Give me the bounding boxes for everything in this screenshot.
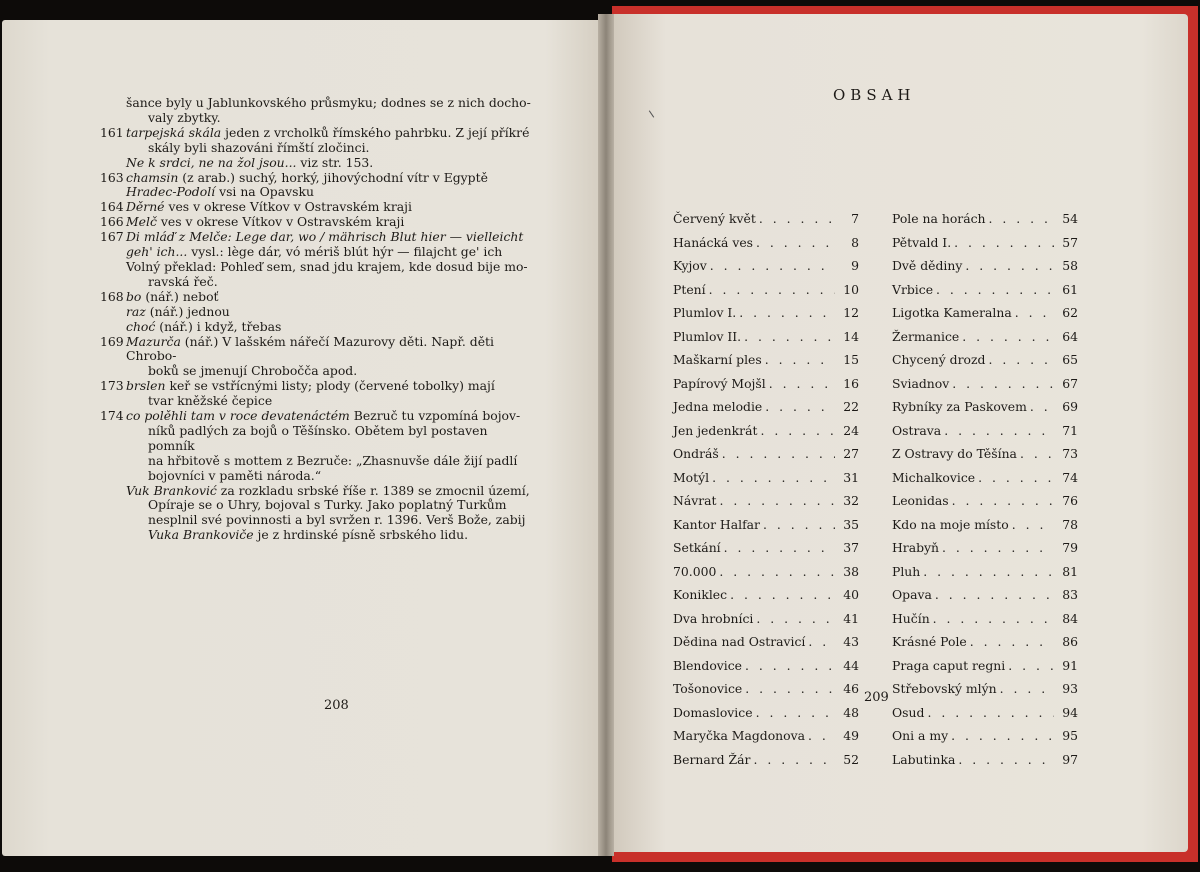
toc-entry-page: 61: [1062, 281, 1078, 297]
toc-entry[interactable]: [892, 231, 1078, 255]
note-line: [126, 498, 536, 513]
toc-leader-dots: [757, 419, 835, 443]
note-number: [100, 513, 126, 528]
toc-entry-page: 73: [1062, 446, 1078, 461]
note-text: (nář.) jednou: [145, 303, 230, 319]
toc-leader-dots: [753, 701, 835, 725]
note-term: geh' ich...: [126, 244, 188, 260]
toc-entry-page: 15: [843, 352, 859, 367]
note-text: (nář.) neboť: [141, 288, 219, 304]
note-line: [126, 260, 536, 275]
note-line: [100, 199, 536, 215]
toc-entry-title: Praga caput regni: [892, 657, 1006, 673]
toc-entry-title: Osud: [892, 704, 925, 720]
toc-entry-page: 22: [843, 399, 859, 414]
toc-entry-title: Pole na horách: [892, 211, 986, 226]
note-number: 174: [100, 408, 124, 424]
toc-entry-page: 79: [1062, 540, 1078, 555]
toc-leader-dots: [967, 630, 1054, 654]
toc-entry-page: 74: [1062, 469, 1078, 485]
note-term: co polěhli tam v roce devatenáctém: [126, 408, 350, 424]
toc-leader-dots: [716, 560, 835, 584]
note-text: nesplnil své povinnosti a byl svržen r. 1396. Verš Bože, zabij: [148, 512, 526, 528]
toc-entry[interactable]: [673, 466, 859, 490]
toc-leader-dots: [933, 278, 1054, 302]
note-number: 173: [100, 378, 124, 394]
toc-entry-title: Pětvald I.: [892, 234, 952, 250]
toc-entry-title: Sviadnov: [892, 375, 950, 391]
toc-entry-page: 64: [1062, 328, 1078, 344]
toc-entry[interactable]: [673, 207, 859, 231]
toc-entry-page: 27: [843, 446, 859, 461]
note-line: [100, 378, 536, 394]
note-text: viz str. 153.: [296, 154, 374, 170]
note-number: [100, 498, 126, 513]
toc-entry-page: 48: [843, 704, 859, 720]
toc-entry-title: Jedna melodie: [673, 399, 763, 414]
toc-leader-dots: [706, 278, 835, 302]
note-number: 166: [100, 214, 124, 230]
toc-leader-dots: [985, 348, 1054, 372]
toc-entry-page: 58: [1062, 258, 1078, 273]
toc-entry-title: Kdo na moje místo: [892, 516, 1009, 532]
toc-entry-page: 32: [843, 493, 859, 508]
note-number: 164: [100, 199, 124, 215]
note-term: Melč: [126, 214, 157, 230]
toc-leader-dots: [1005, 654, 1054, 678]
toc-leader-dots: [742, 677, 835, 701]
toc-entry-page: 69: [1062, 399, 1078, 414]
toc-entry-page: 37: [843, 540, 859, 555]
toc-entry[interactable]: [673, 536, 859, 560]
note-number: [100, 141, 126, 156]
toc-entry-page: 62: [1062, 305, 1078, 320]
note-number: [100, 185, 126, 200]
toc-entry-title: Červený květ: [673, 211, 756, 226]
toc-entry-title: Dědina nad Ostravicí: [673, 634, 806, 649]
toc-entry-page: 76: [1062, 493, 1078, 508]
toc-entry[interactable]: [673, 301, 859, 325]
toc-leader-dots: [932, 583, 1054, 607]
note-term: choć: [126, 318, 156, 334]
note-number: [100, 484, 126, 499]
note-text: (nář.) V lašském nářečí Mazurovy děti. Např. děti Chrobo-: [126, 333, 494, 364]
toc-entry-title: Bernard Žár: [673, 751, 751, 767]
toc-leader-dots: [948, 724, 1054, 748]
note-text: je z hrdinské písně srbského lidu.: [253, 527, 469, 543]
toc-leader-dots: [727, 583, 835, 607]
toc-entry-page: 46: [843, 681, 859, 696]
toc-leader-dots: [1009, 513, 1054, 537]
toc-entry[interactable]: [892, 513, 1078, 537]
toc-entry-title: Ostrava: [892, 422, 942, 438]
note-number: [100, 245, 126, 260]
toc-entry[interactable]: [892, 748, 1078, 772]
toc-leader-dots: [760, 513, 835, 537]
note-number: 163: [100, 169, 124, 185]
note-line: [126, 364, 536, 379]
note-text: za rozkladu srbské říše r. 1389 se zmocnil území,: [216, 482, 530, 498]
note-line: [126, 513, 536, 528]
toc-entry[interactable]: [673, 278, 859, 302]
toc-entry-page: 97: [1062, 751, 1078, 767]
toc-entry[interactable]: [892, 325, 1078, 349]
toc-entry[interactable]: [892, 254, 1078, 278]
toc-entry-page: 54: [1062, 211, 1078, 226]
toc-entry[interactable]: [892, 419, 1078, 443]
toc-leader-dots: [939, 536, 1054, 560]
note-line: [100, 408, 536, 424]
toc-entry-title: Chycený drozd: [892, 352, 986, 367]
note-text: Bezruč tu vzpomíná bojov-: [349, 408, 521, 424]
toc-entry[interactable]: [673, 607, 859, 631]
note-line: [126, 305, 536, 320]
note-text: vsi na Opavsku: [215, 184, 314, 200]
toc-entry-page: 93: [1062, 681, 1078, 696]
note-number: [100, 275, 126, 290]
toc-leader-dots: [1027, 395, 1054, 419]
toc-leader-dots: [805, 724, 835, 748]
toc-entry[interactable]: [892, 701, 1078, 725]
toc-leader-dots: [962, 254, 1054, 278]
toc-entry[interactable]: [673, 231, 859, 255]
toc-entry-title: Plumlov I.: [673, 305, 737, 320]
toc-entry-page: 35: [843, 516, 859, 532]
toc-leader-dots: [753, 231, 835, 255]
note-term: Hradec-Podolí: [126, 184, 216, 200]
note-text: tvar kněžské čepice: [148, 393, 273, 409]
toc-leader-dots: [736, 301, 835, 325]
toc-entry-title: 70.000: [673, 563, 717, 579]
toc-leader-dots: [742, 654, 835, 678]
toc-entry[interactable]: [673, 654, 859, 678]
note-number: [100, 394, 126, 409]
note-number: [100, 424, 126, 454]
note-number: [100, 469, 126, 484]
toc-entry-title: Kantor Halfar: [673, 516, 760, 532]
note-number: [100, 305, 126, 320]
toc-entry-page: 49: [843, 728, 859, 743]
note-text: Volný překlad: Pohleď sem, snad jdu krajem, kde dosud bije mo-: [126, 258, 528, 274]
toc-entry[interactable]: [673, 254, 859, 278]
toc-entry[interactable]: [673, 748, 859, 772]
toc-entry-title: Setkání: [673, 540, 721, 555]
toc-entry-page: 38: [843, 563, 859, 579]
note-term: chamsin: [126, 169, 179, 185]
note-number: [100, 111, 126, 126]
note-term: Ne k srdci, ne na žol jsou...: [126, 154, 297, 170]
note-number: [100, 528, 126, 543]
toc-leader-dots: [930, 607, 1054, 631]
toc-leader-dots: [955, 748, 1054, 772]
toc-leader-dots: [741, 325, 835, 349]
toc-entry-title: Žermanice: [892, 328, 960, 344]
note-text: valy zbytky.: [148, 109, 221, 125]
note-term: Vuka Brankoviče: [148, 527, 254, 543]
toc-entry[interactable]: [892, 278, 1078, 302]
toc-entry[interactable]: [673, 419, 859, 443]
toc-entry-title: Oni a my: [892, 728, 949, 743]
note-line: [100, 288, 536, 305]
toc-entry-title: Dvě dědiny: [892, 258, 963, 273]
toc-entry[interactable]: [673, 442, 859, 466]
toc-entry[interactable]: [673, 630, 859, 654]
toc-entry-page: 95: [1062, 728, 1078, 743]
note-line: [100, 124, 536, 141]
note-text: jeden z vrcholků římského pahrbku. Z její příkré: [221, 124, 530, 140]
note-number: [100, 454, 126, 469]
toc-entry-title: Hrabyň: [892, 540, 940, 555]
note-line: [126, 185, 536, 200]
note-number: 169: [100, 333, 124, 349]
toc-entry-title: Leonidas: [892, 493, 949, 508]
toc-entry-page: 14: [843, 328, 859, 344]
toc-entry-title: Střebovský mlýn: [892, 681, 997, 696]
toc-entry-page: 16: [843, 375, 859, 391]
note-text: skály byli shazováni římští zločinci.: [148, 139, 370, 155]
toc-leader-dots: [959, 325, 1054, 349]
note-number: [100, 260, 126, 275]
toc-entry-page: 12: [843, 305, 859, 320]
toc-entry[interactable]: [892, 207, 1078, 231]
note-line: [126, 484, 536, 499]
toc-entry[interactable]: [892, 442, 1078, 466]
note-line: [126, 111, 536, 126]
toc-leader-dots: [997, 677, 1054, 701]
explanatory-notes: [100, 95, 536, 543]
toc-entry-title: Papírový Mojšl: [673, 375, 766, 391]
toc-entry-title: Dva hrobníci: [673, 610, 754, 626]
toc-entry-page: 84: [1062, 610, 1078, 626]
toc-entry[interactable]: [673, 701, 859, 725]
toc-leader-dots: [756, 207, 835, 231]
note-line: [100, 214, 536, 230]
note-term: Di mláď z Melče: Lege dar, wo / mährisch Blut hier — vielleicht: [126, 229, 524, 245]
toc-entry-title: Jen jedenkrát: [673, 422, 758, 438]
toc-entry[interactable]: [892, 677, 1078, 701]
toc-entry-title: Pluh: [892, 563, 921, 579]
toc-entry[interactable]: [673, 348, 859, 372]
note-number: 167: [100, 229, 124, 245]
note-line: [126, 320, 536, 335]
toc-entry-page: 57: [1062, 234, 1078, 250]
toc-entry-title: Opava: [892, 587, 932, 602]
note-text: ves v okrese Vítkov v Ostravském kraji: [164, 199, 412, 215]
note-term: Mazurča: [126, 333, 181, 349]
toc-entry[interactable]: [892, 607, 1078, 631]
toc-entry-title: Michalkovice: [892, 469, 976, 485]
toc-leader-dots: [719, 442, 835, 466]
page-number-left: 208: [324, 698, 349, 713]
book-gutter: [598, 14, 614, 856]
note-text: ravská řeč.: [148, 273, 218, 289]
note-line: [100, 229, 536, 245]
toc-entry-page: 7: [851, 211, 859, 226]
note-text: Opíraje se o Uhry, bojoval s Turky. Jako poplatný Turkům: [148, 497, 507, 513]
toc-entry-page: 67: [1062, 375, 1078, 391]
toc-entry-page: 40: [843, 587, 859, 602]
note-line: [126, 156, 536, 171]
toc-leader-dots: [762, 395, 835, 419]
toc-entry-title: Maryčka Magdonova: [673, 728, 805, 743]
toc-entry-title: Motýl: [673, 469, 710, 485]
toc-entry[interactable]: [892, 372, 1078, 396]
toc-entry[interactable]: [892, 630, 1078, 654]
toc-entry-title: Koniklec: [673, 587, 728, 602]
toc-entry-title: Hanácká ves: [673, 234, 754, 250]
toc-entry-page: 86: [1062, 634, 1078, 649]
note-text: (z arab.) suchý, horký, jihovýchodní vítr v Egyptě: [178, 169, 488, 185]
note-text: vysl.: lège dár, vó mériš blút hýr — filajcht ge' ich: [187, 244, 503, 260]
note-text: bojovníci v paměti národa.“: [148, 467, 322, 483]
toc-entry-page: 65: [1062, 352, 1078, 367]
note-term: Vuk Branković: [126, 482, 217, 498]
toc-entry-title: Z Ostravy do Těšína: [892, 446, 1017, 461]
toc-entry-title: Vrbice: [892, 281, 934, 297]
note-number: [100, 96, 126, 111]
toc-entry[interactable]: [673, 395, 859, 419]
toc-leader-dots: [721, 536, 835, 560]
note-text: keř se vstřícnými listy; plody (červené tobolky) mají: [165, 378, 495, 394]
toc-entry-page: 94: [1062, 704, 1078, 720]
note-text: boků se jmenují Chrobočča apod.: [148, 363, 358, 379]
toc-entry-page: 44: [843, 657, 859, 673]
toc-entry-page: 31: [843, 469, 859, 485]
toc-entry-title: Rybníky za Paskovem: [892, 399, 1027, 414]
toc-entry-title: Krásné Pole: [892, 634, 967, 649]
toc-entry-title: Domaslovice: [673, 704, 753, 720]
page-number-right: 209: [864, 690, 889, 705]
note-line: [100, 333, 536, 365]
toc-leader-dots: [805, 630, 835, 654]
note-term: brslen: [126, 378, 166, 394]
toc-entry-title: Ondráš: [673, 446, 719, 461]
toc-leader-dots: [941, 419, 1054, 443]
note-term: Děrné: [126, 199, 165, 215]
note-line: [100, 169, 536, 186]
note-number: 168: [100, 288, 124, 304]
toc-leader-dots: [986, 207, 1054, 231]
toc-leader-dots: [949, 489, 1054, 513]
toc-leader-dots: [920, 560, 1054, 584]
toc-leader-dots: [753, 607, 835, 631]
toc-entry-page: 81: [1062, 563, 1078, 579]
toc-entry[interactable]: [673, 560, 859, 584]
note-term: tarpejská skála: [126, 124, 222, 140]
toc-entry[interactable]: [892, 536, 1078, 560]
toc-entry-title: Návrat: [673, 493, 717, 508]
toc-entry-title: Blendovice: [673, 657, 743, 673]
toc-entry-title: Kyjov: [673, 258, 707, 273]
toc-entry[interactable]: [673, 372, 859, 396]
toc-leader-dots: [707, 254, 835, 278]
toc-entry-title: Ptení: [673, 281, 706, 297]
note-line: [126, 528, 536, 543]
note-line: [126, 96, 536, 111]
toc-entry-title: Hučín: [892, 610, 930, 626]
toc-leader-dots: [750, 748, 835, 772]
note-line: [126, 141, 536, 156]
toc-leader-dots: [1012, 301, 1054, 325]
toc-leader-dots: [924, 701, 1054, 725]
toc-entry[interactable]: [673, 325, 859, 349]
toc-entry-page: 24: [843, 422, 859, 438]
note-term: raz: [126, 303, 146, 319]
toc-entry-page: 71: [1062, 422, 1078, 438]
note-number: [100, 364, 126, 379]
note-line: [126, 245, 536, 260]
toc-entry-page: 78: [1062, 516, 1078, 532]
toc-entry-page: 52: [843, 751, 859, 767]
note-line: [126, 424, 536, 454]
toc-entry[interactable]: [892, 348, 1078, 372]
note-line: [126, 454, 536, 469]
toc-entry-title: Plumlov II.: [673, 328, 742, 344]
note-number: [100, 156, 126, 171]
note-text: šance byly u Jablunkovského průsmyku; dodnes se z nich docho-: [126, 95, 531, 110]
toc-entry[interactable]: [892, 395, 1078, 419]
toc-entry[interactable]: [892, 489, 1078, 513]
note-term: bo: [126, 288, 142, 304]
toc-leader-dots: [717, 489, 835, 513]
toc-leader-dots: [709, 466, 835, 490]
toc-leader-dots: [1017, 442, 1054, 466]
toc-entry-title: Tošonovice: [673, 681, 743, 696]
toc-entry[interactable]: [892, 654, 1078, 678]
toc-entry[interactable]: [673, 583, 859, 607]
toc-entry[interactable]: [673, 677, 859, 701]
toc-entry-page: 8: [851, 234, 859, 250]
toc-entry[interactable]: [673, 489, 859, 513]
toc-entry[interactable]: [892, 466, 1078, 490]
toc-entry[interactable]: [673, 724, 859, 748]
note-text: (nář.) i když, třebas: [155, 318, 282, 334]
toc-entry-page: 83: [1062, 587, 1078, 602]
toc-leader-dots: [766, 372, 835, 396]
toc-entry[interactable]: [892, 560, 1078, 584]
toc-entry-title: Ligotka Kameralna: [892, 305, 1012, 320]
toc-entry[interactable]: [673, 513, 859, 537]
toc-column-left: [673, 207, 859, 771]
toc-entry-page: 10: [843, 281, 859, 297]
toc-entry[interactable]: [892, 301, 1078, 325]
toc-title: OBSAH: [833, 86, 916, 104]
note-text: níků padlých za bojů o Těšínsko. Obětem byl postaven pomník: [148, 422, 488, 453]
toc-entry-title: Labutinka: [892, 751, 956, 767]
toc-entry[interactable]: [892, 583, 1078, 607]
note-text: na hřbitově s mottem z Bezruče: „Zhasnuvše dále žijí padlí: [148, 452, 518, 468]
toc-leader-dots: [975, 466, 1054, 490]
toc-entry[interactable]: [892, 724, 1078, 748]
note-number: 161: [100, 124, 124, 140]
toc-entry-page: 9: [851, 258, 859, 273]
toc-entry-page: 91: [1062, 657, 1078, 673]
toc-leader-dots: [951, 231, 1054, 255]
note-number: [100, 320, 126, 335]
toc-leader-dots: [949, 372, 1054, 396]
note-text: ves v okrese Vítkov v Ostravském kraji: [156, 214, 405, 230]
note-line: [126, 394, 536, 409]
toc-entry-page: 43: [843, 634, 859, 649]
toc-entry-page: 41: [843, 610, 859, 626]
toc-entry-title: Maškarní ples: [673, 352, 762, 367]
toc-leader-dots: [762, 348, 835, 372]
note-line: [126, 469, 536, 484]
note-line: [126, 275, 536, 290]
toc-column-right: [892, 207, 1078, 771]
